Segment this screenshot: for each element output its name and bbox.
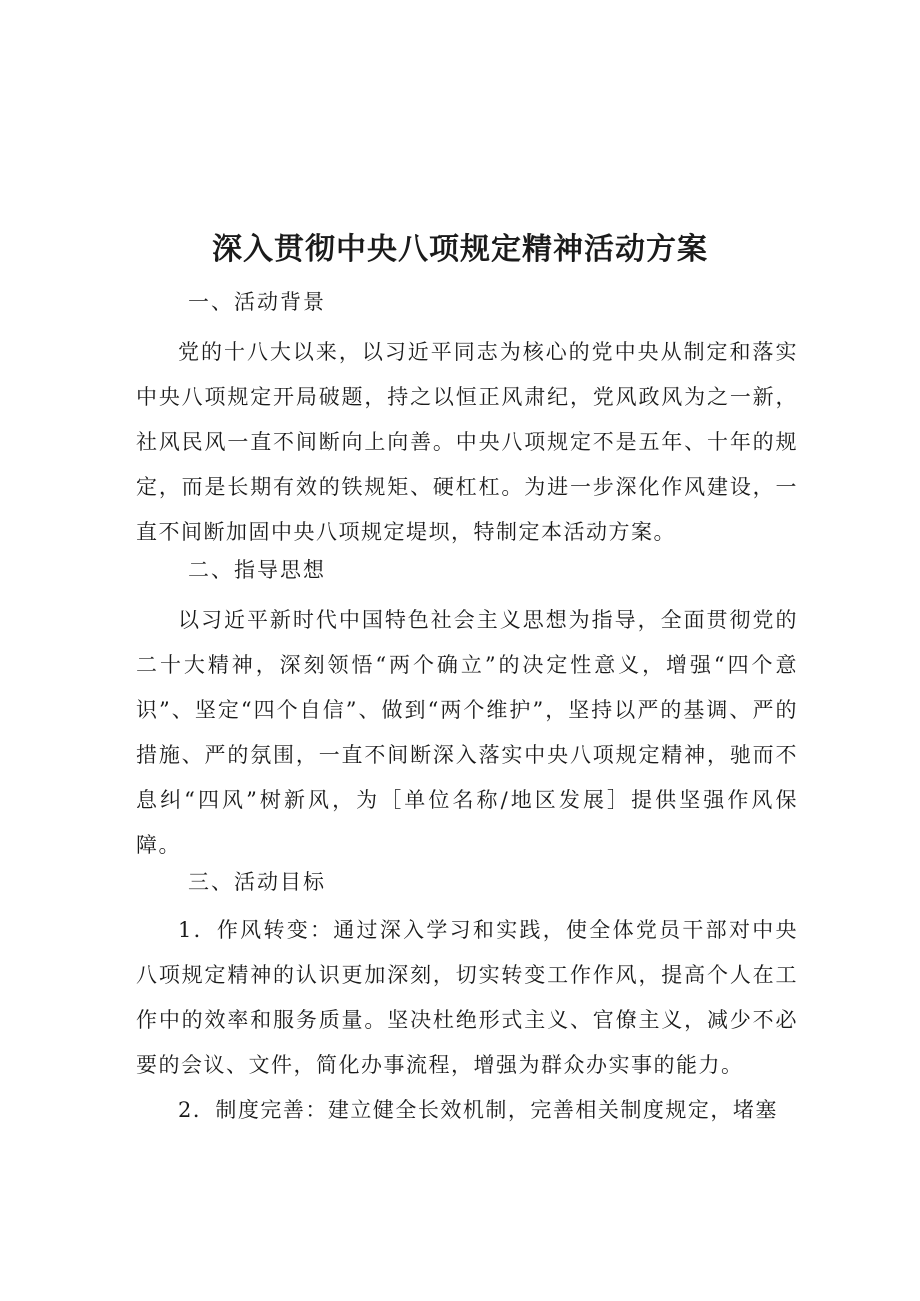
- section-heading-goals: 三、活动目标: [188, 870, 326, 894]
- paragraph-background: 党的十八大以来，以习近平同志为核心的党中央从制定和落实中央八项规定开局破题，持之以恒正风肃纪，党风政风为之一新，社风民风一直不间断向上向善。中央八项规定不是五年、十年的规定，而是长期有效的铁规矩、硬杠杠。为进一步深化作风建设，一直不间断加固中央八项规定堤坝，特制定本活动方案。: [136, 340, 798, 544]
- section-heading-guiding-ideology: 二、指导思想: [188, 558, 326, 582]
- paragraph-goal-1: 1．作风转变：通过深入学习和实践，使全体党员干部对中央八项规定精神的认识更加深刻，切实转变工作作风，提高个人在工作中的效率和服务质量。坚决杜绝形式主义、官僚主义，减少不必要的会议、文件，简化办事流程，增强为群众办实事的能力。: [136, 918, 798, 1077]
- paragraph-goal-2: 2．制度完善：建立健全长效机制，完善相关制度规定，堵塞: [178, 1098, 778, 1122]
- paragraph-guiding-ideology: 以习近平新时代中国特色社会主义思想为指导，全面贯彻党的二十大精神，深刻领悟“两个确立”的决定性意义，增强“四个意识”、坚定“四个自信”、做到“两个维护”，坚持以严的基调、严的措施、严的氛围，一直不间断深入落实中央八项规定精神，驰而不息纠“四风”树新风，为［单位名称/地区发展］提供坚强作风保障。: [136, 608, 798, 857]
- section-heading-background: 一、活动背景: [188, 290, 326, 314]
- document-title: 深入贯彻中央八项规定精神活动方案: [212, 232, 708, 267]
